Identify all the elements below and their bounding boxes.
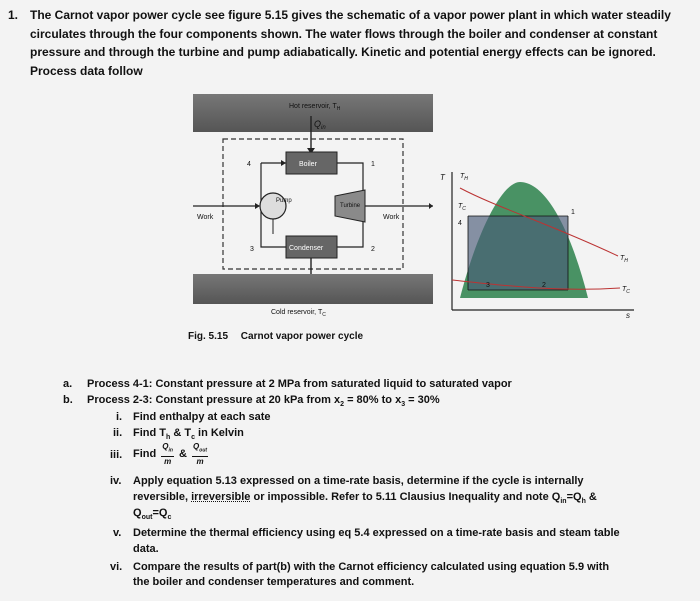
item-ii-text: Find $T_h$ & $T_c$ in Kelvin	[133, 427, 244, 442]
item-vi-line1: Compare the results of part(b) with the Carnot efficiency calculated using equation 5.9 with	[133, 561, 610, 573]
ts-point-3: 3	[486, 282, 490, 289]
tc-label: $T_C$	[458, 203, 466, 212]
tc-line-label: $T_C$	[622, 286, 630, 295]
item-iv-line2: reversible, irreversible or impossible. Refer to 5.11 Clausius Inequality and note $Q_{in}=Q_h$ &	[133, 491, 597, 506]
problem-intro-text: The Carnot vapor power cycle see figure 5.15 gives the schematic of a vapor power plant in which water steadily circulates through the four components shown. The water flows through the boiler and condenser at constant pressure and through the turbine and pump adiabatically. Kinetic and potential energy effects can be ignored. Process data follow	[30, 8, 671, 78]
ts-point-4: 4	[458, 220, 462, 227]
q-in-over-m: $\frac{Q_{in}}{m}$	[162, 442, 173, 466]
item-a-text: Process 4-1: Constant pressure at 2 MPa from saturated liquid to saturated vapor	[87, 378, 512, 390]
item-iii-label: iii.	[110, 449, 123, 461]
work-in-label: Work	[197, 214, 214, 221]
item-i-text: Find enthalpy at each sate	[133, 411, 271, 423]
q-out-over-m: $\frac{Q_{out}}{m}$	[193, 442, 208, 466]
state-3-label: 3	[250, 246, 254, 253]
state-1-label: 1	[371, 161, 375, 168]
condenser-label: Condenser	[289, 245, 324, 252]
item-vi-label: vi.	[110, 561, 123, 573]
item-b-label: b.	[63, 394, 73, 406]
item-v-line1: Determine the thermal efficiency using eq 5.4 expressed on a time-rate basis and steam table	[133, 527, 620, 539]
problem-number: 1.	[8, 8, 19, 22]
item-iv-line3: $Q_{out}=Q_c$	[133, 507, 172, 522]
th-line-label: $T_H$	[620, 255, 628, 264]
th-label: $T_H$	[460, 173, 468, 182]
pump-label: Pump	[276, 198, 292, 204]
item-vi-line2: the boiler and condenser temperatures and comment.	[133, 576, 415, 588]
item-v-line2: data.	[133, 543, 159, 555]
state-4-label: 4	[247, 161, 251, 168]
item-b-text: Process 2-3: Constant pressure at 20 kPa from $x_2 = 80\%$ to $x_3 = 30\%$	[87, 394, 440, 409]
turbine-label: Turbine	[340, 203, 361, 209]
item-v-label: v.	[113, 527, 122, 539]
figure-title: Carnot vapor power cycle	[240, 331, 364, 342]
figure-number: Fig. 5.15	[188, 331, 229, 342]
item-iv-line1: Apply equation 5.13 expressed on a time-rate basis, determine if the cycle is internally	[133, 475, 584, 487]
ts-point-1: 1	[571, 209, 575, 216]
s-axis-label: s	[626, 311, 630, 318]
boiler-label: Boiler	[299, 161, 317, 168]
item-ii-label: ii.	[113, 427, 123, 439]
cold-reservoir-label: Cold reservoir, $T_C$	[271, 309, 326, 318]
item-iv-label: iv.	[110, 475, 122, 487]
hot-reservoir-label: Hot reservoir, $T_H$	[289, 103, 341, 112]
ts-point-2: 2	[542, 282, 546, 289]
item-i-label: i.	[116, 411, 123, 423]
q-in-label: $Q_{in}$	[314, 119, 326, 131]
work-out-label: Work	[383, 214, 400, 221]
t-axis-label: T	[440, 173, 445, 182]
item-a-label: a.	[63, 378, 73, 390]
item-iii-text: Find $\frac{Q_{in}}{m}$ & $\frac{Q_{out}}{m}$	[133, 442, 208, 466]
state-2-label: 2	[371, 246, 375, 253]
